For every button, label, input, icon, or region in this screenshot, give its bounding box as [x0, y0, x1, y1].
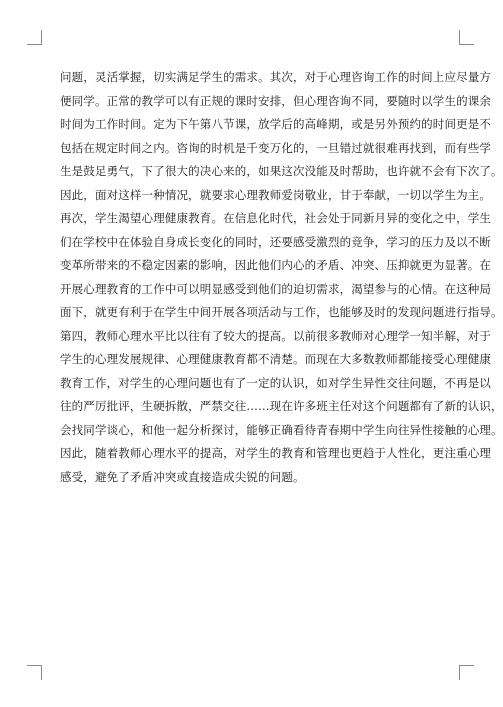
text-line: 变革所带来的不稳定因素的影响，因此他们内心的矛盾、冲突、压抑就更为显著。在	[60, 258, 492, 272]
crop-mark-top-right	[459, 30, 474, 45]
text-line: 开展心理教育的工作中可以明显感受到他们的迫切需求，渴望参与的心情。在这种局	[60, 281, 492, 296]
text-line: 们在学校中在体验自身成长变化的同时，还要感受激烈的竞争，学习的压力及以不断	[60, 234, 492, 249]
crop-mark-bottom-left	[27, 665, 42, 680]
crop-mark-bottom-right	[459, 665, 474, 680]
text-line: 教育工作，对学生的心理问题也有了一定的认识，如对学生异性交往问题，不再是以	[60, 375, 492, 390]
text-line: 会找同学谈心，和他一起分析探讨，能够正确看待青春期中学生向往异性接触的心理。	[60, 422, 503, 437]
text-line: 学生的心理发展规律、心理健康教育都不清楚。而现在大多数教师都能接受心理健康	[60, 352, 492, 366]
text-line: 时间为工作时间。定为下午第八节课，放学后的高峰期，或是另外预约的时间更是不	[60, 117, 492, 131]
text-line: 包括在规定时间之内。咨询的时机是千变万化的，一旦错过就很难再找到，而有些学	[60, 140, 492, 155]
text-line: 因此，面对这样一种情况，就要求心理教师爱岗敬业，甘于奉献，一切以学生为主。	[60, 187, 492, 202]
text-line: 面下，就更有利于在学生中间开展各项活动与工作，也能够及时的发现问题进行指导。	[60, 305, 503, 319]
text-line: 第四，教师心理水平比以往有了较大的提高。以前很多教师对心理学一知半解，对于	[60, 328, 492, 343]
text-line: 问题，灵活掌握，切实满足学生的需求。其次，对于心理咨询工作的时间上应尽量方	[60, 70, 492, 84]
body-text	[60, 66, 503, 489]
crop-mark-top-left	[27, 30, 42, 45]
text-line: 再次，学生渴望心理健康教育。在信息化时代，社会处于同新月异的变化之中，学生	[60, 211, 492, 225]
text-line: 生是鼓足勇气，下了很大的决心来的，如果这次没能及时帮助，也许就不会有下次了。	[60, 164, 503, 178]
text-line: 因此，随着教师心理水平的提高，对学生的教育和管理也更趋于人性化，更注重心理	[60, 446, 492, 460]
text-line: 往的严厉批评，生硬拆散，严禁交往……现在许多班主任对这个问题都有了新的认识，	[60, 399, 503, 413]
text-line: 感受，避免了矛盾冲突或直接造成尖锐的问题。	[60, 469, 305, 484]
text-line: 便同学。正常的教学可以有正规的课时安排，但心理咨询不同，要随时以学生的课余	[60, 93, 492, 108]
